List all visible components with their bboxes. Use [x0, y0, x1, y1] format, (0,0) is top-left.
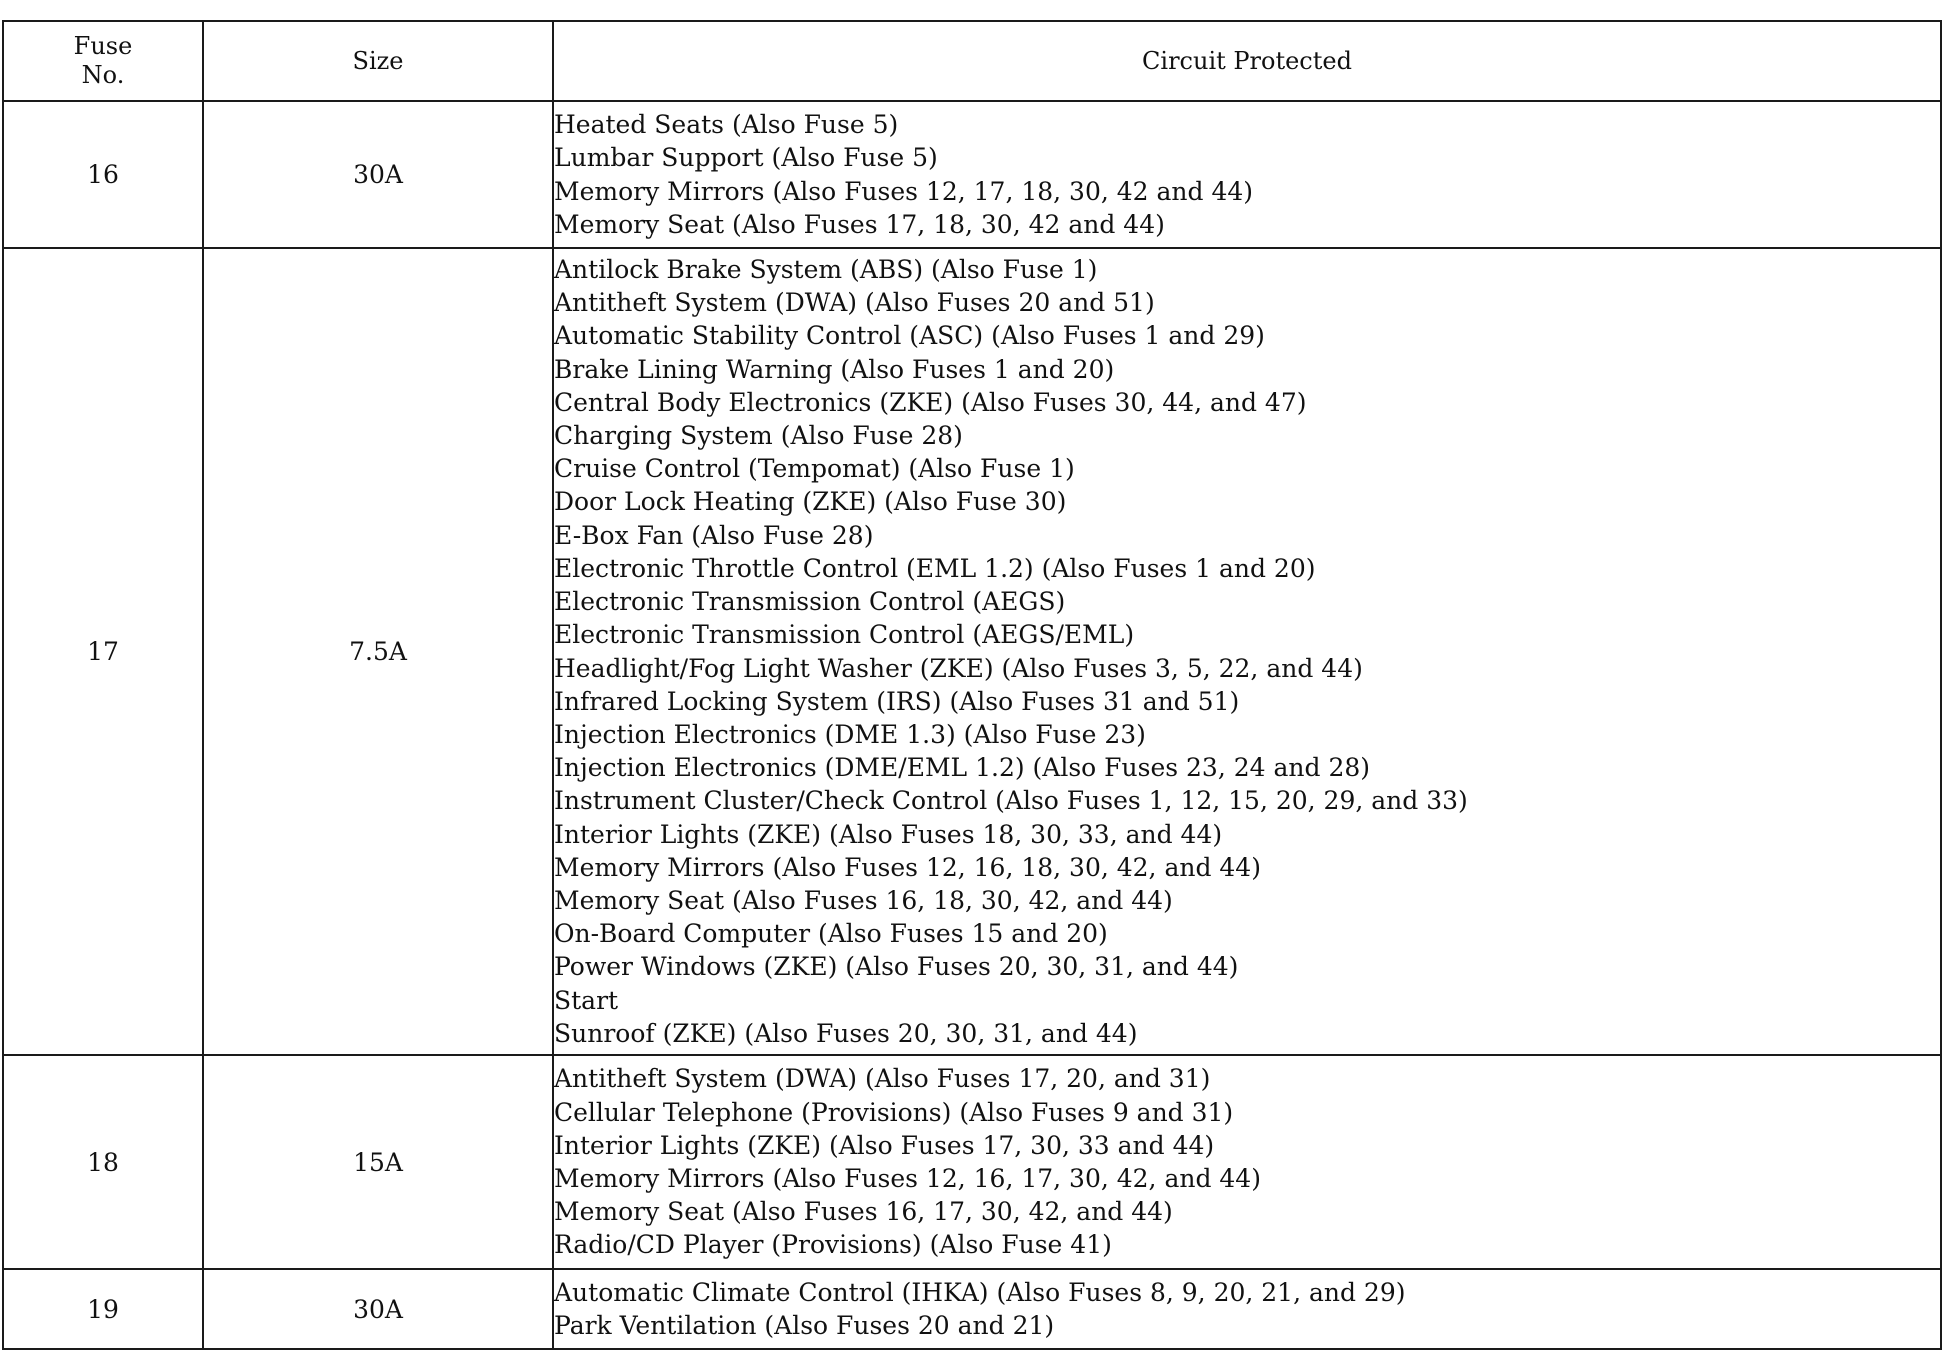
- circuit-item: Heated Seats (Also Fuse 5): [554, 110, 899, 140]
- fuse-size: 30A: [203, 1269, 553, 1349]
- fuse-no-header-line1: Fuse: [73, 32, 133, 60]
- circuit-item: Antitheft System (DWA) (Also Fuses 20 and 51): [554, 288, 1155, 318]
- fuse-no-header-line2: No.: [81, 61, 125, 89]
- circuit-item: Electronic Transmission Control (AEGS): [554, 587, 1066, 617]
- fuse-number: 16: [3, 101, 203, 248]
- circuit-item: Radio/CD Player (Provisions) (Also Fuse 41): [554, 1230, 1112, 1260]
- circuit-item: Memory Mirrors (Also Fuses 12, 16, 17, 30, 42, and 44): [554, 1164, 1261, 1193]
- fuse-size: 15A: [203, 1055, 553, 1269]
- table-body: [3, 101, 1941, 1349]
- fuse-no-header: [3, 21, 203, 101]
- circuit-item: Charging System (Also Fuse 28): [554, 421, 963, 451]
- circuit-item: Automatic Stability Control (ASC) (Also Fuses 1 and 29): [554, 321, 1265, 351]
- table-row-fuse-18: [3, 1055, 1941, 1269]
- circuit-list: [553, 1055, 1941, 1269]
- circuit-item: Headlight/Fog Light Washer (ZKE) (Also Fuses 3, 5, 22, and 44): [554, 653, 1363, 683]
- header-row: [3, 21, 1941, 101]
- circuit-item: Automatic Climate Control (IHKA) (Also Fuses 8, 9, 20, 21, and 29): [554, 1277, 1406, 1307]
- circuit-item: E-Box Fan (Also Fuse 28): [554, 520, 874, 550]
- circuit-list: [553, 101, 1941, 248]
- circuit-item: On-Board Computer (Also Fuses 15 and 20): [554, 919, 1108, 949]
- table-row-fuse-17: [3, 248, 1941, 1055]
- fuse-size: 7.5A: [203, 248, 553, 1055]
- circuit-item: Power Windows (ZKE) (Also Fuses 20, 30, 31, and 44): [554, 952, 1239, 982]
- circuit-item: Start: [554, 985, 619, 1015]
- table-row-fuse-19: [3, 1269, 1941, 1349]
- fuse-chart-page: [2, 20, 1942, 1350]
- circuit-item: Antilock Brake System (ABS) (Also Fuse 1): [554, 255, 1098, 285]
- circuit-item: Memory Seat (Also Fuses 16, 17, 30, 42, and 44): [554, 1197, 1173, 1227]
- circuit-item: Park Ventilation (Also Fuses 20 and 21): [554, 1311, 1055, 1340]
- table-row-fuse-16: [3, 101, 1941, 248]
- circuit-item: Infrared Locking System (IRS) (Also Fuses 31 and 51): [554, 686, 1240, 716]
- fuse-number: 17: [3, 248, 203, 1055]
- circuit-list: [553, 1269, 1941, 1349]
- fuse-number: 19: [3, 1269, 203, 1349]
- circuit-item: Interior Lights (ZKE) (Also Fuses 17, 30, 33 and 44): [554, 1130, 1215, 1160]
- circuit-item: Memory Seat (Also Fuses 17, 18, 30, 42 and 44): [554, 209, 1165, 239]
- circuit-item: Electronic Throttle Control (EML 1.2) (Also Fuses 1 and 20): [554, 553, 1316, 583]
- circuit-item: Lumbar Support (Also Fuse 5): [554, 143, 938, 173]
- circuit-item: Memory Mirrors (Also Fuses 12, 16, 18, 30, 42, and 44): [554, 852, 1261, 882]
- circuit-item: Central Body Electronics (ZKE) (Also Fuses 30, 44, and 47): [554, 387, 1307, 417]
- circuit-list: [553, 248, 1941, 1055]
- fuse-number: 18: [3, 1055, 203, 1269]
- circuit-item: Instrument Cluster/Check Control (Also Fuses 1, 12, 15, 20, 29, and 33): [554, 786, 1468, 816]
- circuit-header: Circuit Protected: [553, 21, 1941, 101]
- circuit-item: Cruise Control (Tempomat) (Also Fuse 1): [554, 454, 1075, 484]
- circuit-item: Injection Electronics (DME 1.3) (Also Fuse 23): [554, 719, 1146, 749]
- table-header: [3, 21, 1941, 101]
- circuit-item: Brake Lining Warning (Also Fuses 1 and 20): [554, 354, 1115, 384]
- circuit-item: Antitheft System (DWA) (Also Fuses 17, 20, and 31): [554, 1064, 1211, 1094]
- circuit-item: Memory Seat (Also Fuses 16, 18, 30, 42, and 44): [554, 885, 1173, 915]
- circuit-item: Injection Electronics (DME/EML 1.2) (Also Fuses 23, 24 and 28): [554, 753, 1371, 783]
- circuit-item: Electronic Transmission Control (AEGS/EML): [554, 620, 1135, 650]
- fuse-table: [2, 20, 1942, 1350]
- fuse-size: 30A: [203, 101, 553, 248]
- circuit-item: Sunroof (ZKE) (Also Fuses 20, 30, 31, and 44): [554, 1018, 1138, 1048]
- circuit-item: Interior Lights (ZKE) (Also Fuses 18, 30, 33, and 44): [554, 819, 1223, 849]
- circuit-item: Memory Mirrors (Also Fuses 12, 17, 18, 30, 42 and 44): [554, 176, 1254, 206]
- size-header: Size: [203, 21, 553, 101]
- circuit-item: Cellular Telephone (Provisions) (Also Fuses 9 and 31): [554, 1097, 1234, 1127]
- circuit-item: Door Lock Heating (ZKE) (Also Fuse 30): [554, 487, 1067, 517]
